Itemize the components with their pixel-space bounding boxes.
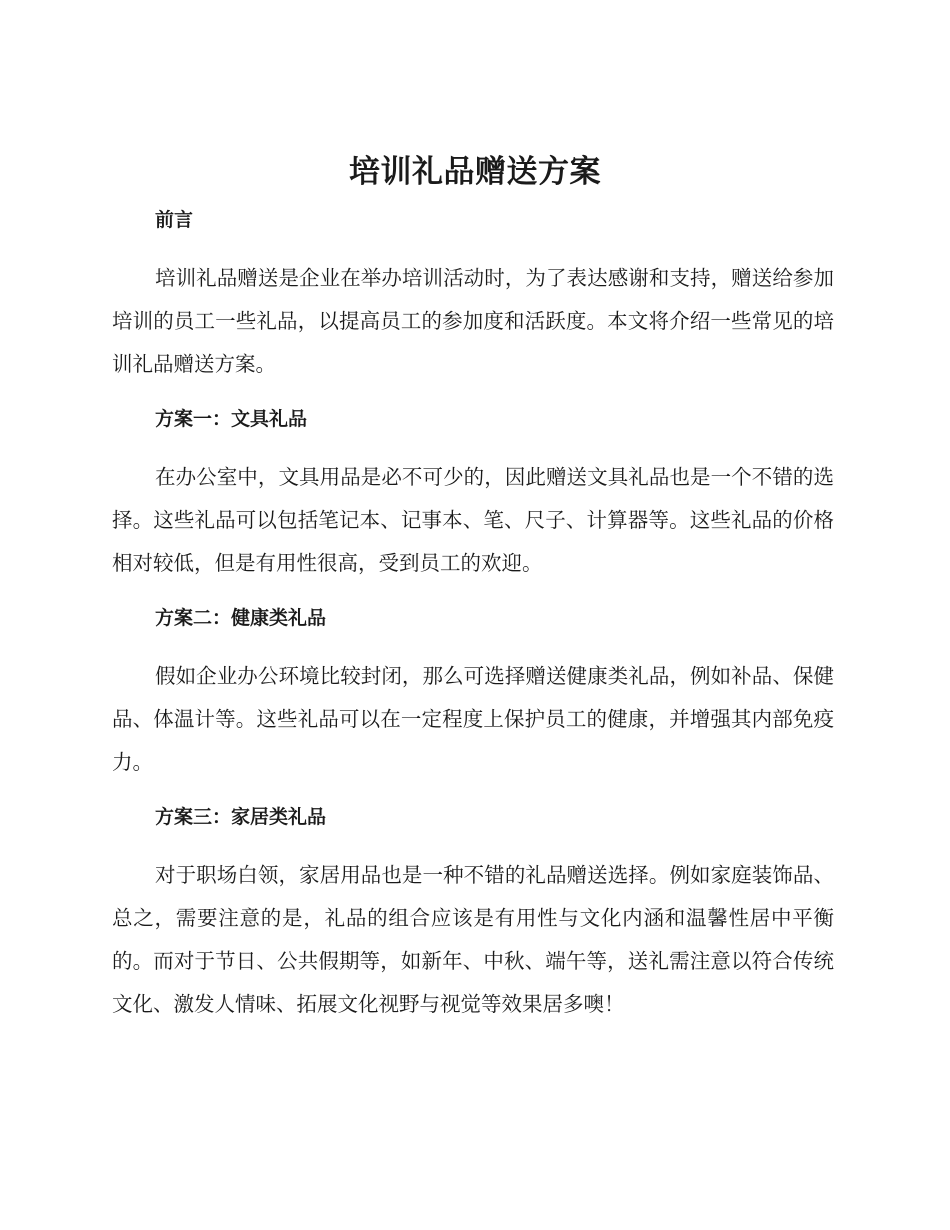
section-heading: 方案一：文具礼品 bbox=[155, 408, 308, 430]
document-body bbox=[112, 202, 834, 1026]
section-plan-1 bbox=[112, 401, 834, 600]
section-paragraph: 培训礼品赠送是企业在举办培训活动时，为了表达感谢和支持，赠送给参加培训的员工一些礼品，以提高员工的参加度和活跃度。本文将介绍一些常见的培训礼品赠送方案。 bbox=[112, 266, 834, 376]
section-heading: 前言 bbox=[155, 209, 194, 231]
section-paragraph: 假如企业办公环境比较封闭，那么可选择赠送健康类礼品，例如补品、保健品、体温计等。这些礼品可以在一定程度上保护员工的健康，并增强其内部免疫力。 bbox=[112, 664, 834, 774]
section-heading: 方案二：健康类礼品 bbox=[155, 607, 327, 629]
section-paragraph: 对于职场白领，家居用品也是一种不错的礼品赠送选择。例如家庭装饰品、总之，需要注意的是，礼品的组合应该是有用性与文化内涵和温馨性居中平衡的。而对于节日、公共假期等，如新年、中秋、端午等，送礼需注意以符合传统文化、激发人情味、拓展文化视野与视觉等效果居多噢！ bbox=[112, 863, 834, 1016]
section-paragraph: 在办公室中，文具用品是必不可少的，因此赠送文具礼品也是一个不错的选择。这些礼品可以包括笔记本、记事本、笔、尺子、计算器等。这些礼品的价格相对较低，但是有用性很高，受到员工的欢迎。 bbox=[112, 465, 834, 575]
section-preface bbox=[112, 202, 834, 401]
document-title: 培训礼品赠送方案 bbox=[349, 154, 601, 190]
section-heading: 方案三：家居类礼品 bbox=[155, 806, 327, 828]
section-plan-2 bbox=[112, 600, 834, 799]
section-plan-3 bbox=[112, 799, 834, 1026]
